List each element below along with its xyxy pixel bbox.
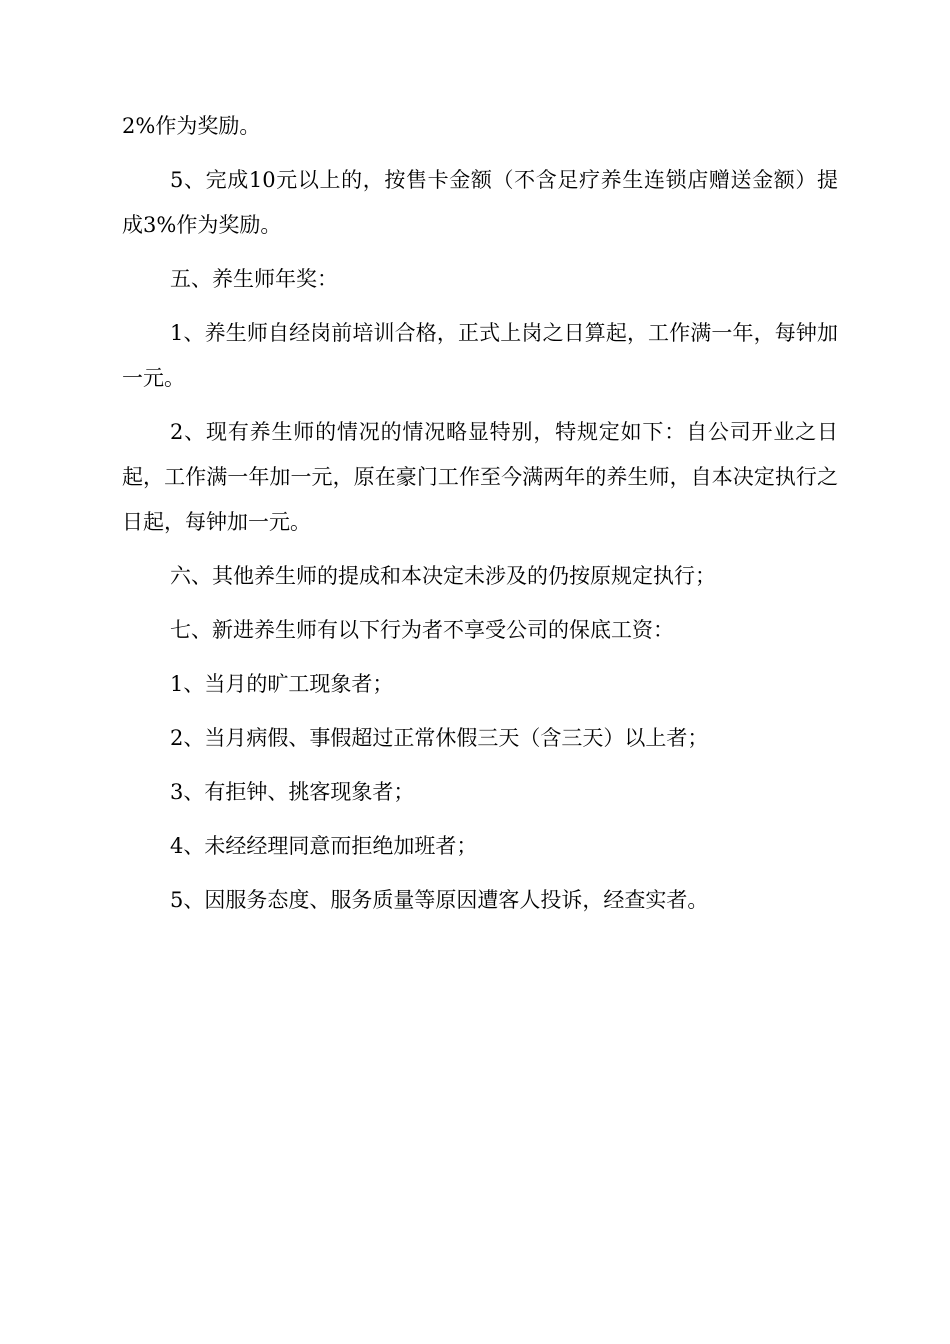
paragraph-continuation: 2%作为奖励。	[122, 114, 261, 138]
document-body	[122, 104, 838, 932]
paragraph-annual-bonus-item-2: 2、现有养生师的情况的情况略显特别，特规定如下：自公司开业之日起，工作满一年加一元，原在豪门工作至今满两年的养生师，自本决定执行之日起，每钟加一元。	[122, 420, 838, 534]
list-item-leave: 2、当月病假、事假超过正常休假三天（含三天）以上者；	[170, 726, 709, 750]
list-item-complaint: 5、因服务态度、服务质量等原因遭客人投诉，经查实者。	[170, 888, 709, 912]
section-heading-other-rules: 六、其他养生师的提成和本决定未涉及的仍按原规定执行；	[170, 564, 716, 588]
list-item-refusal: 3、有拒钟、挑客现象者；	[170, 780, 415, 804]
list-item-absence: 1、当月的旷工现象者；	[170, 672, 394, 696]
list-item-overtime: 4、未经经理同意而拒绝加班者；	[170, 834, 478, 858]
section-heading-annual-bonus: 五、养生师年奖：	[170, 267, 338, 291]
section-heading-no-base-salary: 七、新进养生师有以下行为者不享受公司的保底工资：	[170, 618, 674, 642]
paragraph-item-5-card-bonus: 5、完成10元以上的，按售卡金额（不含足疗养生连锁店赠送金额）提成3%作为奖励。	[122, 168, 838, 237]
paragraph-annual-bonus-item-1: 1、养生师自经岗前培训合格，正式上岗之日算起，工作满一年，每钟加一元。	[122, 321, 838, 390]
